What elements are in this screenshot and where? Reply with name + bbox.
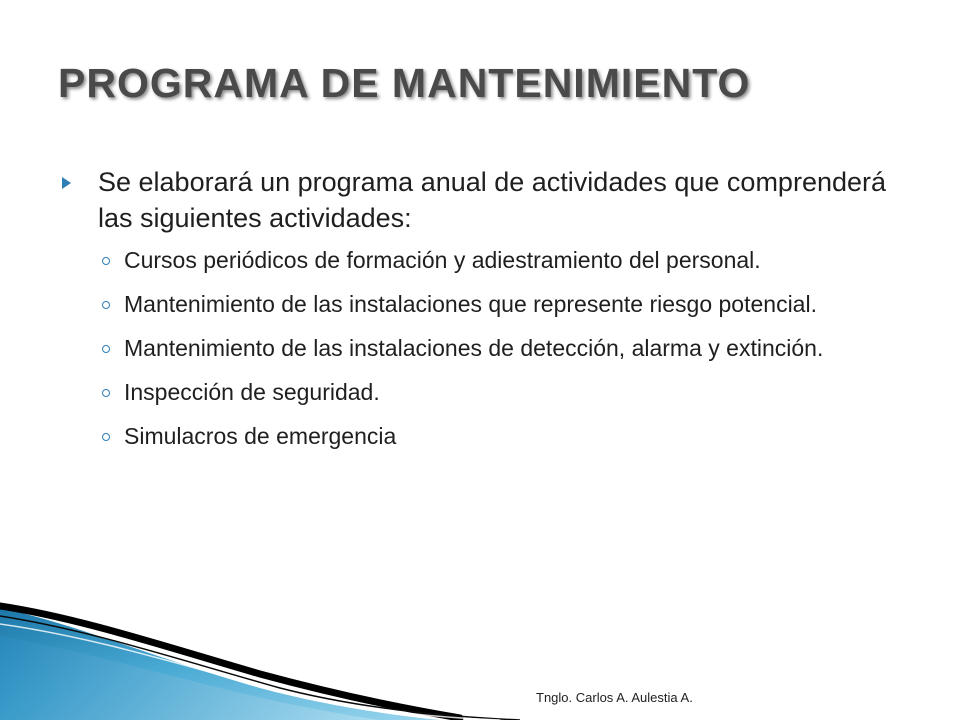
hollow-circle-icon <box>102 257 110 265</box>
sub-bullet-text: Cursos periódicos de formación y adiestramiento del personal. <box>124 247 761 273</box>
bullet-list <box>60 164 910 465</box>
sub-bullet-text: Mantenimiento de las instalaciones de detección, alarma y extinción. <box>124 335 824 361</box>
decorative-wave <box>0 590 520 720</box>
sub-bullet-item <box>60 377 910 408</box>
slide-title: PROGRAMA DE MANTENIMIENTO <box>58 60 751 106</box>
sub-bullet-item <box>60 289 910 320</box>
sub-bullet-text: Simulacros de emergencia <box>124 423 397 449</box>
sub-bullet-item <box>60 245 910 276</box>
sub-bullet-item <box>60 333 910 364</box>
footer-author: Tnglo. Carlos A. Aulestia A. <box>536 690 693 705</box>
sub-bullet-text: Mantenimiento de las instalaciones que represente riesgo potencial. <box>124 291 817 317</box>
triangle-right-icon <box>62 177 71 189</box>
hollow-circle-icon <box>102 345 110 353</box>
main-bullet-item <box>60 164 910 236</box>
hollow-circle-icon <box>102 301 110 309</box>
sub-bullet-item <box>60 421 910 452</box>
sub-bullet-text: Inspección de seguridad. <box>124 379 380 405</box>
hollow-circle-icon <box>102 389 110 397</box>
main-bullet-text: Se elaborará un programa anual de actividades que comprenderá las siguientes actividades: <box>98 167 887 233</box>
hollow-circle-icon <box>102 433 110 441</box>
